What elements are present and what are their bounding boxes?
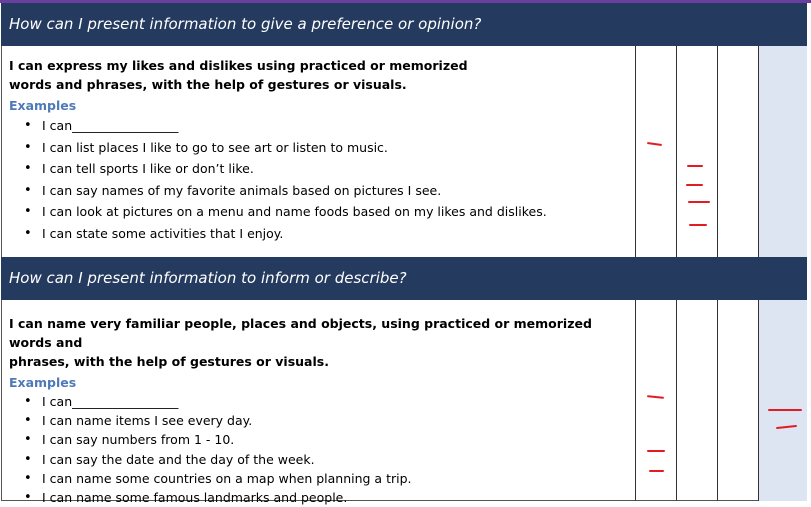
rating-column-3 <box>717 300 758 501</box>
list-item: • I can say numbers from 1 - 10. <box>9 430 629 449</box>
examples-list <box>9 392 629 507</box>
examples-label: Examples <box>9 375 77 390</box>
statement-line-1: I can name very familiar people, places and objects, using practiced or memorized words and <box>9 316 592 350</box>
examples-list <box>9 115 629 244</box>
tally-mark <box>689 224 707 226</box>
examples-label: Examples <box>9 98 77 113</box>
tally-mark <box>768 409 802 411</box>
list-item: • I can say names of my favorite animals based on pictures I see. <box>9 180 629 202</box>
section-1-row <box>1 46 807 257</box>
tally-mark <box>649 470 664 472</box>
rating-column-1 <box>635 46 676 257</box>
statement-line-1: I can express my likes and dislikes using practiced or memorized <box>9 58 468 73</box>
statement-line-2: words and phrases, with the help of gestures or visuals. <box>9 77 407 92</box>
rating-column-4-shaded <box>758 300 807 501</box>
tally-mark <box>647 450 665 452</box>
list-item: • I can name items I see every day. <box>9 411 629 430</box>
list-item: • I can name some countries on a map when planning a trip. <box>9 469 629 488</box>
section-1-heading: How can I present information to give a preference or opinion? <box>1 3 807 46</box>
list-item: • I can tell sports I like or don’t like. <box>9 158 629 180</box>
list-item: • I can state some activities that I enjoy. <box>9 223 629 245</box>
rating-column-4-shaded <box>758 46 807 257</box>
section-2-row <box>1 300 807 506</box>
rating-column-3 <box>717 46 758 257</box>
list-item: • I can say the date and the day of the week. <box>9 450 629 469</box>
section-1-content <box>9 56 629 244</box>
tally-mark <box>687 165 703 167</box>
list-item: • I can name some famous landmarks and people. <box>9 488 629 507</box>
rating-column-2 <box>676 300 717 501</box>
list-item: • I can look at pictures on a menu and name foods based on my likes and dislikes. <box>9 201 629 223</box>
tally-mark <box>688 201 710 203</box>
tally-mark <box>686 184 703 186</box>
statement-line-2: phrases, with the help of gestures or visuals. <box>9 354 329 369</box>
can-do-statement <box>9 56 629 94</box>
can-do-statement <box>9 314 629 371</box>
section-2-content <box>9 314 629 507</box>
section-2-heading: How can I present information to inform or describe? <box>1 257 807 300</box>
list-item: • I can list places I like to go to see art or listen to music. <box>9 137 629 159</box>
list-item: • I can_________________ <box>9 115 629 137</box>
list-item: • I can_________________ <box>9 392 629 411</box>
